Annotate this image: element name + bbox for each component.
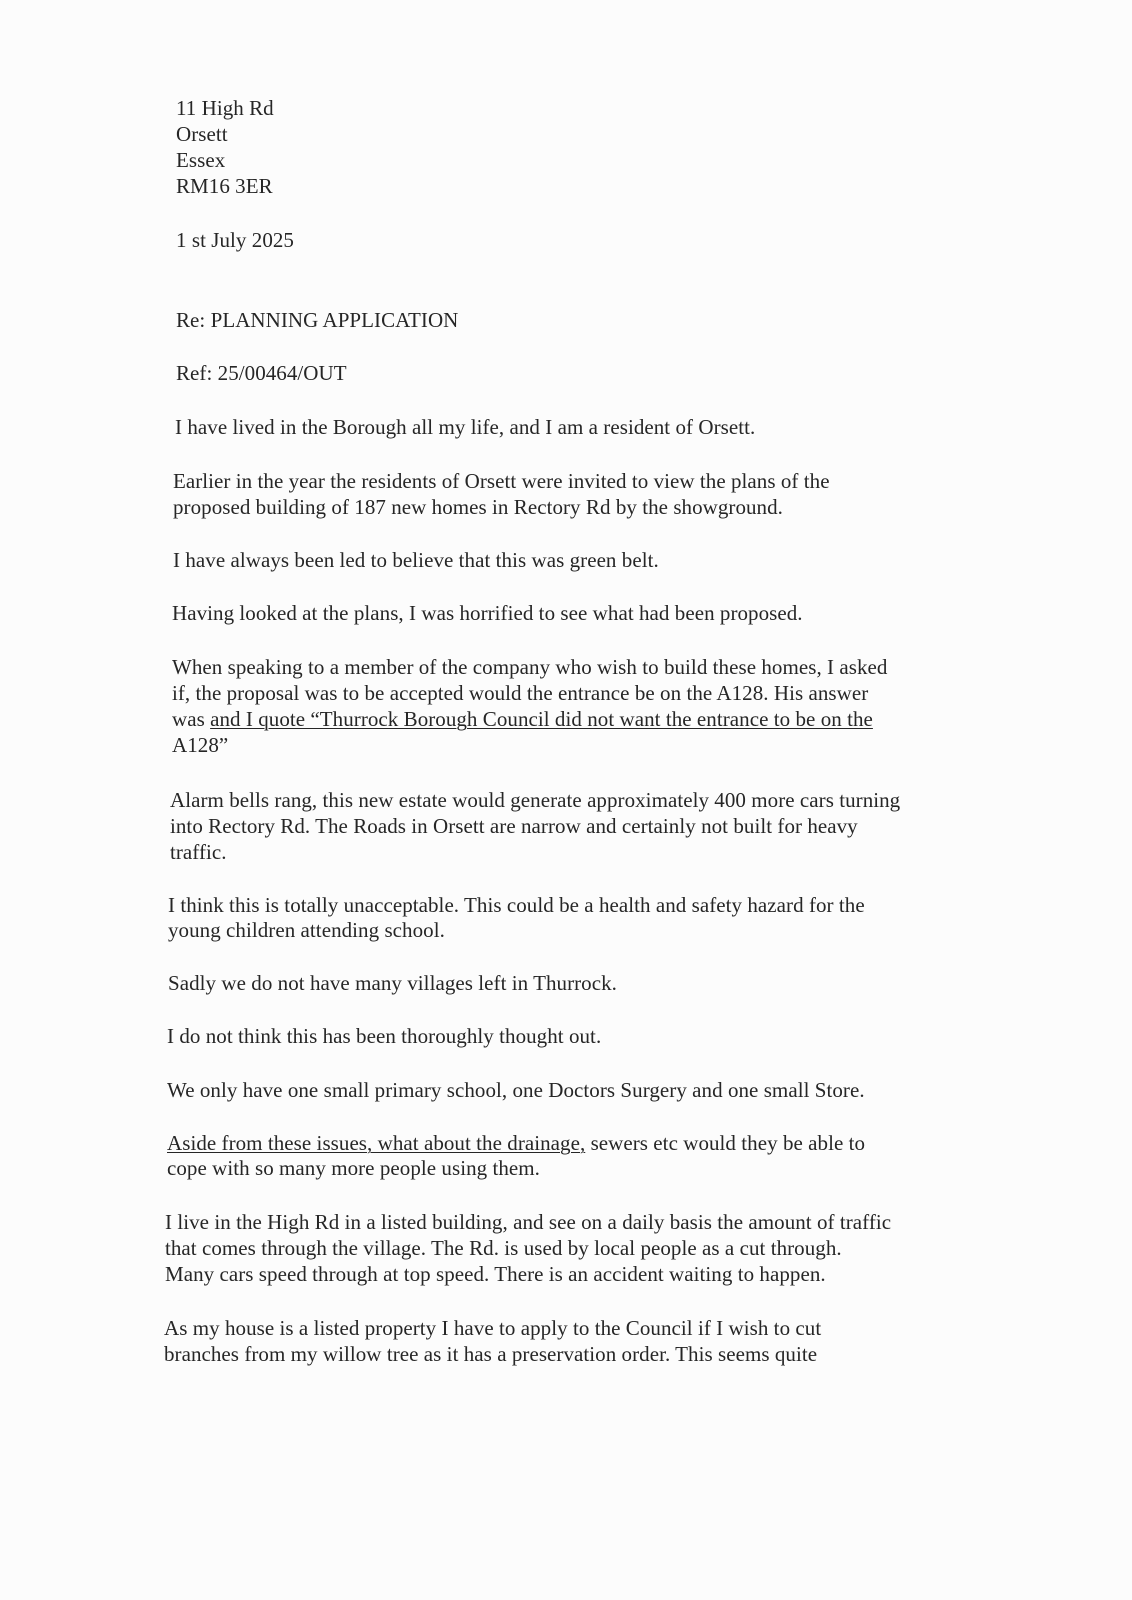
address-line-town: Orsett	[176, 122, 228, 146]
paragraph-line: if, the proposal was to be accepted would the entrance be on the A128. His answer	[172, 681, 869, 705]
paragraph-line: that comes through the village. The Rd. is used by local people as a cut through.	[165, 1236, 842, 1260]
address-line-postcode: RM16 3ER	[176, 174, 273, 198]
paragraph-line	[167, 1131, 865, 1155]
paragraph-line: Having looked at the plans, I was horrified to see what had been proposed.	[172, 601, 803, 625]
address-line-street: 11 High Rd	[176, 96, 274, 120]
paragraph-line: Alarm bells rang, this new estate would generate approximately 400 more cars turning	[170, 788, 901, 812]
paragraph-line: As my house is a listed property I have to apply to the Council if I wish to cut	[164, 1316, 822, 1340]
quoted-text: and I quote “Thurrock Borough Council did not want the entrance to be on the	[210, 707, 873, 731]
paragraph-line: We only have one small primary school, one Doctors Surgery and one small Store.	[167, 1078, 865, 1102]
paragraph-line: into Rectory Rd. The Roads in Orsett are narrow and certainly not built for heavy	[170, 814, 858, 838]
paragraph-line: branches from my willow tree as it has a preservation order. This seems quite	[164, 1342, 818, 1366]
paragraph-text: was	[172, 707, 211, 731]
underlined-text: Aside from these issues, what about the drainage,	[167, 1131, 586, 1155]
address-line-county: Essex	[176, 148, 226, 172]
paragraph-line: I have always been led to believe that this was green belt.	[173, 548, 659, 572]
paragraph-line	[172, 707, 873, 731]
subject-line: Re: PLANNING APPLICATION	[176, 308, 459, 332]
paragraph-line: Sadly we do not have many villages left in Thurrock.	[168, 971, 617, 995]
reference-line: Ref: 25/00464/OUT	[176, 361, 347, 385]
paragraph-line: traffic.	[170, 840, 227, 864]
paragraph-line: I live in the High Rd in a listed building, and see on a daily basis the amount of traffic	[165, 1210, 892, 1234]
paragraph-line: I do not think this has been thoroughly thought out.	[167, 1024, 602, 1048]
paragraph-text: sewers etc would they be able to	[585, 1131, 866, 1155]
paragraph-line: A128”	[172, 733, 229, 757]
paragraph-line: cope with so many more people using them.	[167, 1156, 540, 1180]
letter-date: 1 st July 2025	[176, 228, 294, 252]
paragraph-line: When speaking to a member of the company who wish to build these homes, I asked	[172, 655, 888, 679]
paragraph-line: proposed building of 187 new homes in Rectory Rd by the showground.	[173, 495, 783, 519]
paragraph-line: young children attending school.	[168, 918, 445, 942]
paragraph-line: I have lived in the Borough all my life, and I am a resident of Orsett.	[175, 415, 756, 439]
paragraph-line: Earlier in the year the residents of Orsett were invited to view the plans of the	[173, 469, 830, 493]
paragraph-line: Many cars speed through at top speed. There is an accident waiting to happen.	[165, 1262, 826, 1286]
paragraph-line: I think this is totally unacceptable. This could be a health and safety hazard for the	[168, 893, 865, 917]
